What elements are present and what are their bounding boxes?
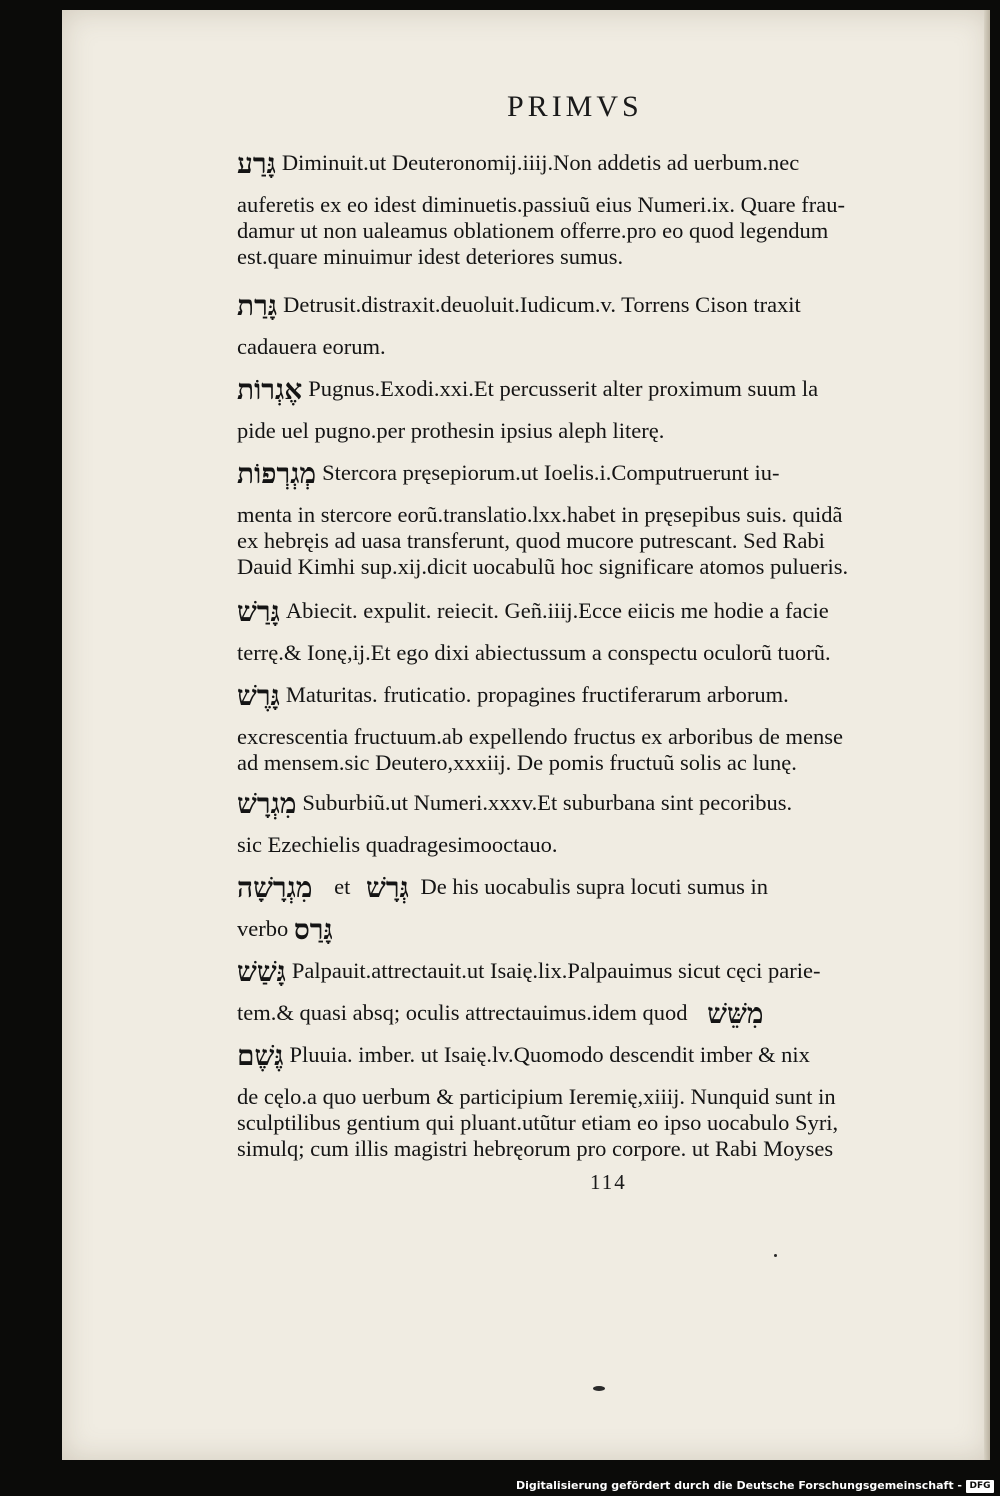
dfg-logo: DFG — [966, 1480, 994, 1493]
entry-text-line: excrescentia fructuum.ab expellendo fructus ex arboribus de mense — [237, 724, 844, 749]
entry-text-line: auferetis ex eo idest diminuetis.passiuũ eius Numeri.ix. Quare frau- — [237, 192, 845, 217]
entry-text-line: menta in stercore eorũ.translatio.lxx.habet in pręsepibus suis. quidã — [237, 502, 843, 527]
entry-text-line: ex hebręis ad uasa transferunt, quod mucore putrescant. Sed Rabi — [237, 528, 825, 553]
running-head: PRIMVS — [507, 90, 643, 123]
hebrew-lemma: גָּרַת — [237, 289, 278, 322]
entry-text-line: Stercora pręsepiorum.ut Ioelis.i.Computruerunt iu- — [322, 460, 780, 485]
hebrew-lemma-secondary: גְּרָשׁ — [366, 871, 409, 904]
hebrew-lemma: מְגְרְפוֹת — [237, 457, 317, 490]
ink-speck — [774, 1254, 777, 1257]
hebrew-lemma: אֶגְרוֹת — [237, 373, 303, 406]
dictionary-entry — [237, 1039, 937, 1162]
dictionary-entry — [237, 871, 937, 946]
entry-text-line: Dauid Kimhi sup.xij.dicit uocabulũ hoc significare atomos pulueris. — [237, 554, 849, 579]
entry-text-line: est.quare minuimur idest deteriores sumus. — [237, 244, 624, 269]
dictionary-entry — [237, 373, 937, 444]
entry-text-line: Detrusit.distraxit.deuoluit.Iudicum.v. Torrens Cison traxit — [283, 292, 801, 317]
hebrew-reference: מִשֵּׁשׁ — [707, 997, 764, 1030]
dictionary-entry — [237, 289, 937, 360]
hebrew-lemma: מִגְרָשׁ — [237, 787, 297, 820]
page-edge — [984, 10, 990, 1460]
hebrew-lemma: גָּרֶשׁ — [237, 679, 280, 712]
entry-text-line: terrę.& Ionę,ij.Et ego dixi abiectussum a conspectu oculorũ tuorũ. — [237, 640, 831, 665]
entry-text-line: de cęlo.a quo uerbum & participium Ieremię,xiiij. Nunquid sunt in — [237, 1084, 836, 1109]
dictionary-entry — [237, 457, 937, 580]
hebrew-reference: גָּרַס — [293, 913, 333, 946]
entry-text-line: tem.& quasi absq; oculis attrectauimus.idem quod — [237, 1000, 688, 1025]
connector-word: et — [334, 874, 351, 899]
hebrew-lemma: גָּרַע — [237, 147, 276, 180]
hebrew-lemma: גָּשַׁשׁ — [237, 955, 286, 988]
entry-text-line: ad mensem.sic Deutero,xxxiij. De pomis fructuũ solis ac lunę. — [237, 750, 797, 775]
dictionary-entry — [237, 955, 937, 1030]
hebrew-lemma: מִגְרָשָׁה — [237, 871, 313, 904]
entry-text-line: Pluuia. imber. ut Isaię.lv.Quomodo descendit imber & nix — [289, 1042, 810, 1067]
dictionary-entry — [237, 147, 937, 270]
hebrew-lemma: גֶּשֶׁם — [237, 1039, 284, 1072]
footer-credit: Digitalisierung gefördert durch die Deutsche Forschungsgemeinschaft - — [515, 1479, 962, 1492]
entry-text-line: cadauera eorum. — [237, 334, 386, 359]
entry-text-line: sculptilibus gentium qui pluant.utũtur etiam eo ipso uocabulo Syri, — [237, 1110, 839, 1135]
entry-text-line: Suburbiũ.ut Numeri.xxxv.Et suburbana sint pecoribus. — [302, 790, 793, 815]
dictionary-entry — [237, 679, 937, 776]
entry-text-line: Abiecit. expulit. reiecit. Geñ.iiij.Ecce eiicis me hodie a facie — [285, 598, 829, 623]
hebrew-lemma: גָּרַשׁ — [237, 595, 280, 628]
entry-text-prefix: verbo — [237, 916, 289, 941]
ink-speck — [593, 1386, 605, 1391]
entry-text-line: Diminuit.ut Deuteronomij.iiij.Non addetis ad uerbum.nec — [281, 150, 800, 175]
entry-text-line: Maturitas. fruticatio. propagines fructiferarum arborum. — [285, 682, 789, 707]
entry-text-line: simulq; cum illis magistri hebręorum pro corpore. ut Rabi Moyses — [237, 1136, 834, 1161]
page-number: 114 — [590, 1170, 627, 1194]
dictionary-entry — [237, 595, 937, 666]
entry-text-line: damur ut non ualeamus oblationem offerre.pro eo quod legendum — [237, 218, 829, 243]
entry-text-line: pide uel pugno.per prothesin ipsius aleph literę. — [237, 418, 665, 443]
dictionary-entry — [237, 787, 937, 858]
entry-text-line: Pugnus.Exodi.xxi.Et percusserit alter proximum suum la — [308, 376, 819, 401]
entry-text-line: sic Ezechielis quadragesimooctauo. — [237, 832, 558, 857]
entry-text-line: Palpauit.attrectauit.ut Isaię.lix.Palpauimus sicut cęci parie- — [291, 958, 821, 983]
entry-text-line: De his uocabulis supra locuti sumus in — [420, 874, 768, 899]
